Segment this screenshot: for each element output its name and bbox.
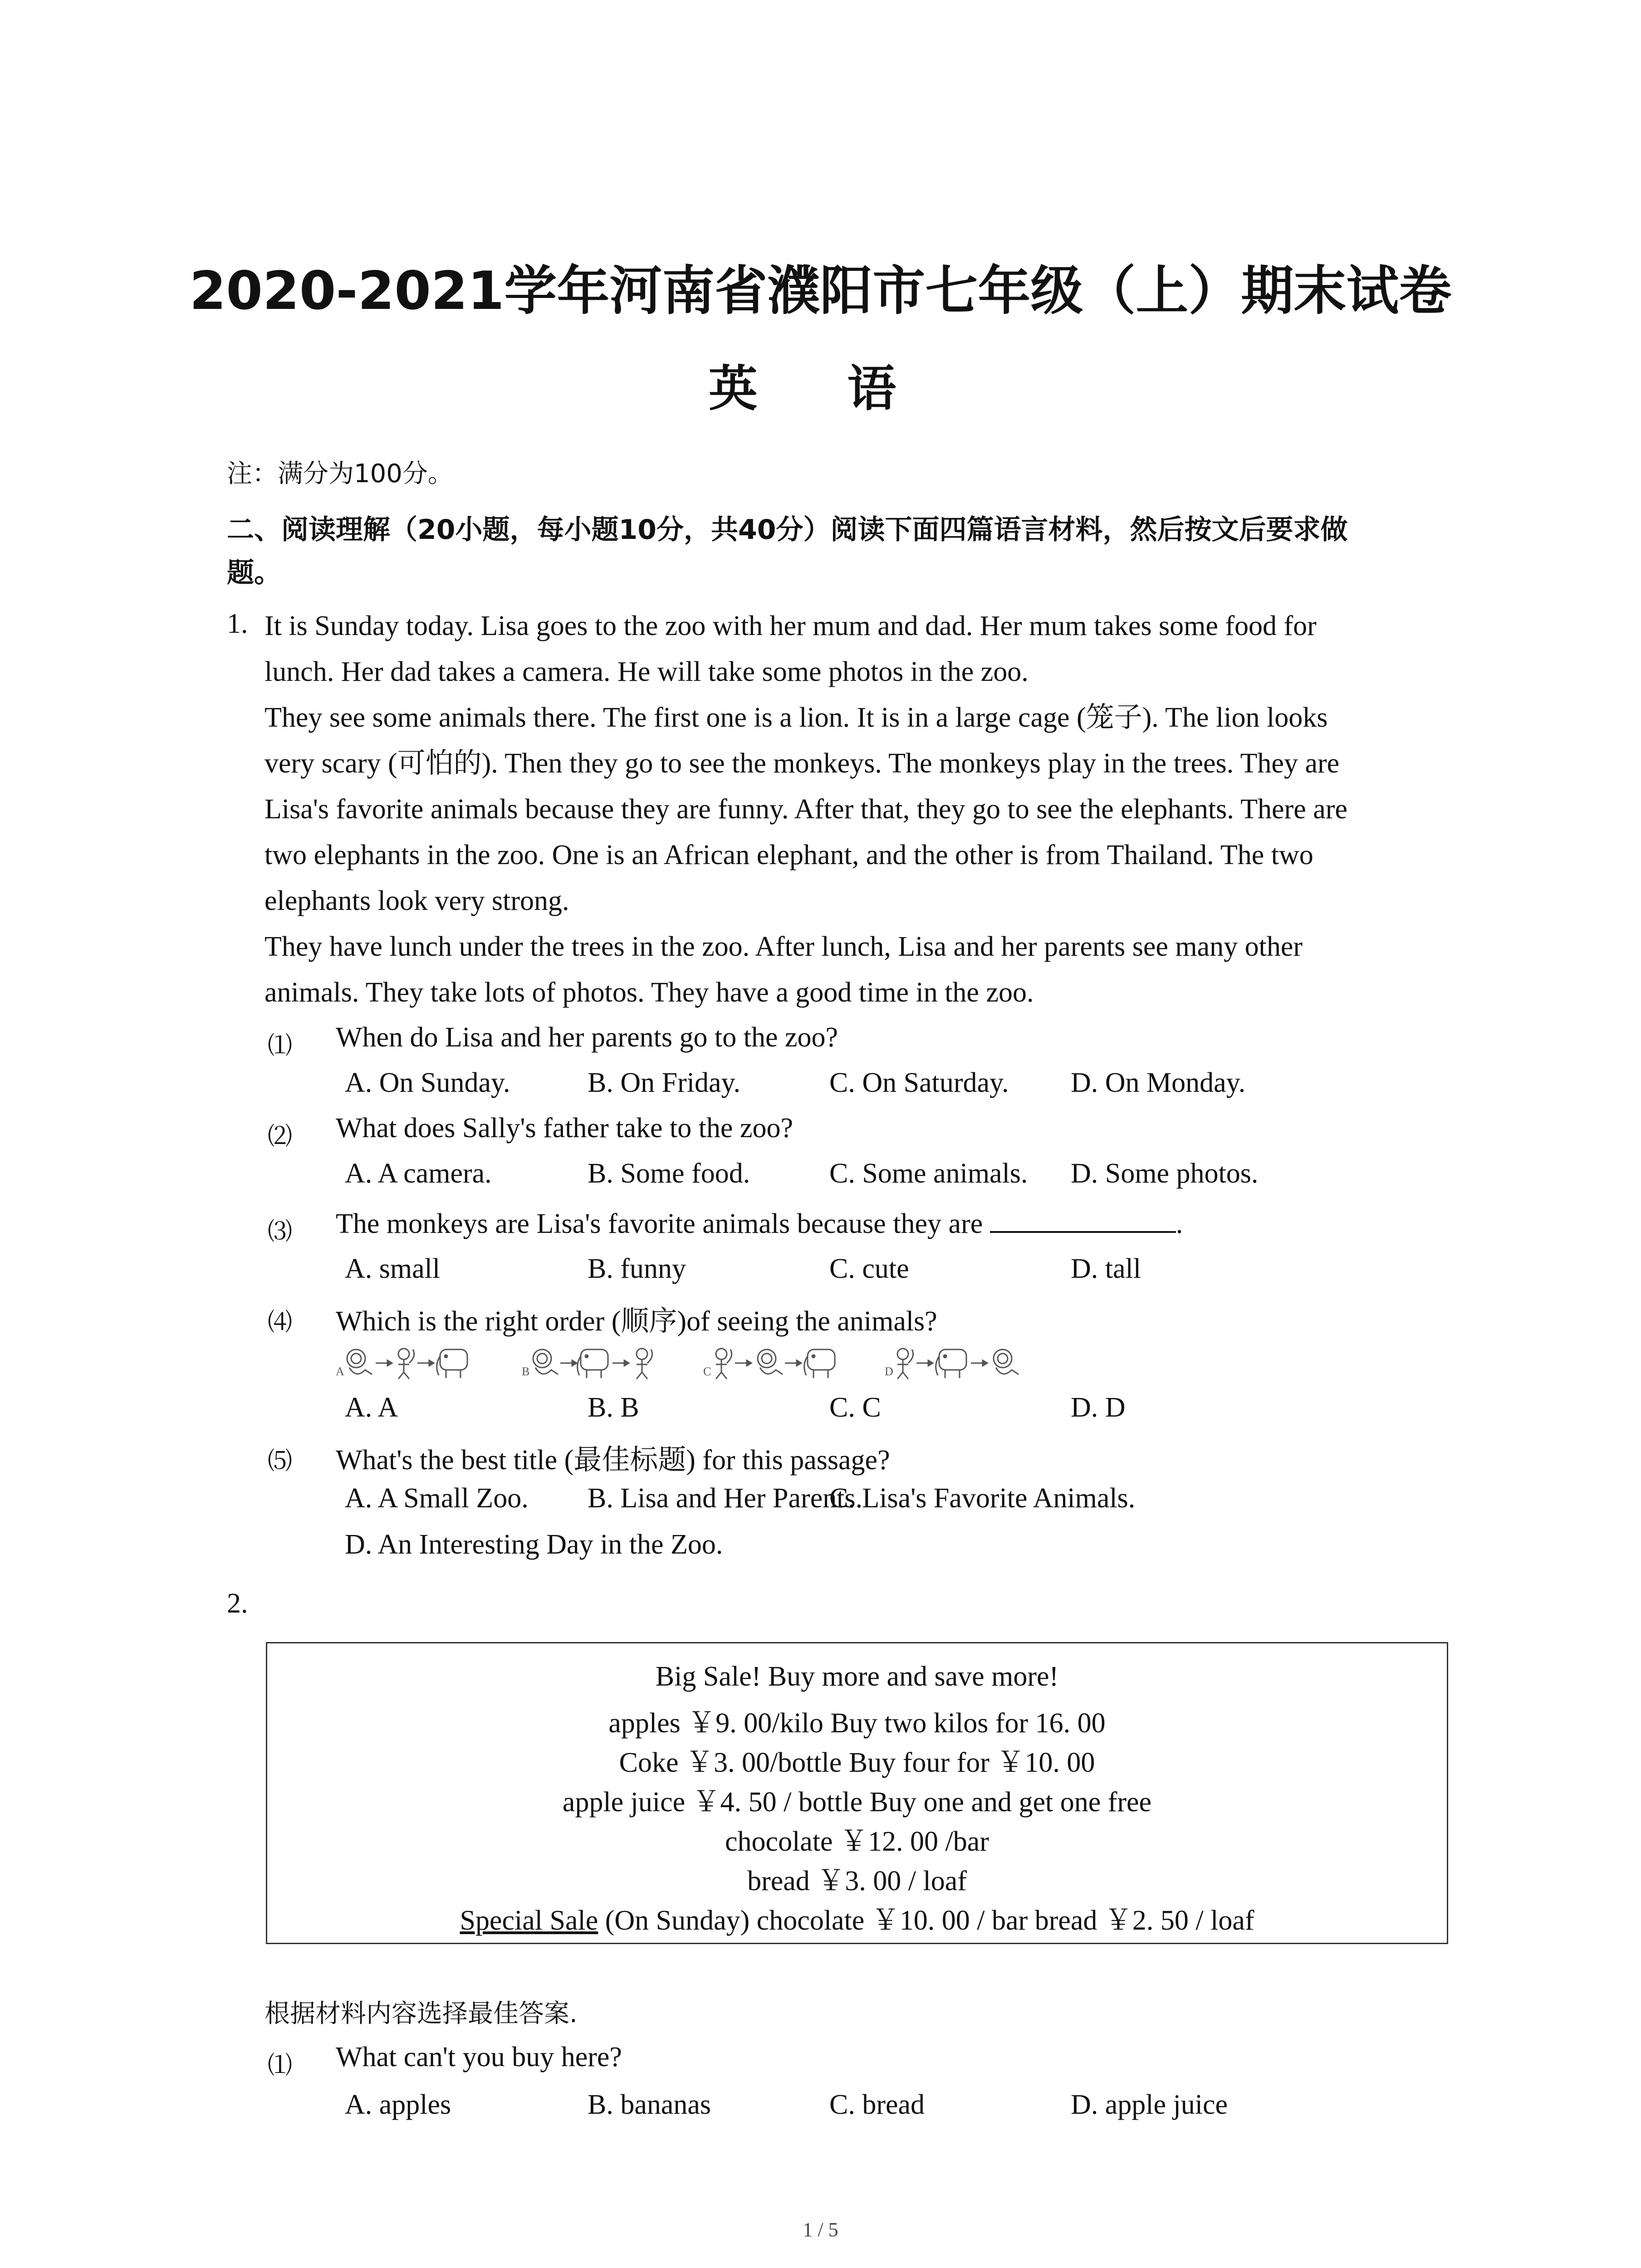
exam-title: 2020-2021学年河南省濮阳市七年级（上）期末试卷 bbox=[189, 260, 1452, 322]
passage-line: They see some animals there. The first one is a lion. It is in a large cage (笼子). The lion looks bbox=[265, 702, 1328, 733]
option-c[interactable]: C. cute bbox=[829, 1253, 909, 1284]
option-d[interactable]: D. apple juice bbox=[1071, 2089, 1228, 2120]
option-b[interactable]: B. Lisa and Her Parents. bbox=[588, 1483, 863, 1514]
question-2-number: 2. bbox=[227, 1588, 248, 1619]
subq-number: ⑵ bbox=[268, 1122, 292, 1150]
section-heading-cont: 题。 bbox=[227, 557, 281, 589]
option-c[interactable]: C. Some animals. bbox=[829, 1158, 1028, 1189]
sale-bread: bread ￥3. 00 / loaf bbox=[747, 1866, 967, 1897]
image-label-b: B bbox=[522, 1365, 530, 1378]
passage-line: animals. They take lots of photos. They have a good time in the zoo. bbox=[265, 977, 1034, 1008]
subq-number: ⑶ bbox=[268, 1217, 292, 1246]
option-a[interactable]: A. small bbox=[345, 1253, 441, 1284]
option-d[interactable]: D. On Monday. bbox=[1071, 1067, 1246, 1098]
passage-line: Lisa's favorite animals because they are funny. After that, they go to see the elephants. There are bbox=[265, 794, 1347, 825]
sale-notice-box bbox=[266, 1642, 1448, 1944]
subq-end: . bbox=[1176, 1208, 1183, 1239]
passage-line: It is Sunday today. Lisa goes to the zoo with her mum and dad. Her mum takes some food for bbox=[265, 611, 1317, 641]
sale-headline: Big Sale! Buy more and save more! bbox=[655, 1661, 1059, 1692]
subq-number: ⑴ bbox=[268, 1031, 292, 1060]
option-b[interactable]: B. On Friday. bbox=[588, 1067, 740, 1098]
passage-line: very scary (可怕的). Then they go to see the monkeys. The monkeys play in the trees. They are bbox=[265, 748, 1340, 779]
option-b[interactable]: B. funny bbox=[588, 1253, 686, 1284]
option-c[interactable]: C. Lisa's Favorite Animals. bbox=[829, 1483, 1136, 1514]
option-c[interactable]: C. On Saturday. bbox=[829, 1067, 1009, 1098]
subq-text: What does Sally's father take to the zoo? bbox=[336, 1113, 793, 1144]
q2-instruction: 根据材料内容选择最佳答案. bbox=[265, 1999, 578, 2028]
q1-passage bbox=[265, 603, 1467, 1016]
answer-blank[interactable] bbox=[990, 1207, 1176, 1233]
sale-coke: Coke ￥3. 00/bottle Buy four for ￥10. 00 bbox=[619, 1747, 1095, 1778]
question-1-number: 1. bbox=[227, 608, 248, 639]
sale-apples: apples ￥9. 00/kilo Buy two kilos for 16. 00 bbox=[608, 1708, 1106, 1739]
subject-title: 英 语 bbox=[708, 361, 933, 417]
passage-line: lunch. Her dad takes a camera. He will take some photos in the zoo. bbox=[265, 656, 1029, 687]
option-d[interactable]: D. An Interesting Day in the Zoo. bbox=[345, 1529, 723, 1560]
option-b[interactable]: B. Some food. bbox=[588, 1158, 750, 1189]
image-label-a: A bbox=[336, 1365, 344, 1378]
passage-line: two elephants in the zoo. One is an African elephant, and the other is from Thailand. The two bbox=[265, 840, 1313, 870]
option-d[interactable]: D. Some photos. bbox=[1071, 1158, 1259, 1189]
image-label-c: C bbox=[703, 1365, 711, 1378]
option-a[interactable]: A. A camera. bbox=[345, 1158, 492, 1189]
subq-number: ⑷ bbox=[268, 1308, 292, 1336]
subq-text: What's the best title (最佳标题) for this passage? bbox=[336, 1445, 890, 1476]
option-a[interactable]: A. apples bbox=[345, 2089, 451, 2120]
option-a[interactable]: A. A bbox=[345, 1392, 398, 1423]
special-sale-label: Special Sale bbox=[460, 1905, 598, 1936]
subq-text: When do Lisa and her parents go to the zoo? bbox=[336, 1022, 838, 1053]
sale-chocolate: chocolate ￥12. 00 /bar bbox=[725, 1826, 989, 1857]
subq-text: The monkeys are Lisa's favorite animals because they are bbox=[336, 1208, 983, 1239]
passage-line: elephants look very strong. bbox=[265, 885, 569, 916]
option-d[interactable]: D. D bbox=[1071, 1392, 1126, 1423]
section-heading: 二、阅读理解（20小题，每小题10分，共40分）阅读下面四篇语言材料，然后按文后要求做 bbox=[227, 514, 1348, 546]
animal-order-image bbox=[336, 1343, 1062, 1383]
subq-text-with-blank bbox=[336, 1207, 1183, 1240]
option-a[interactable]: A. On Sunday. bbox=[345, 1067, 510, 1098]
special-sale-details: (On Sunday) chocolate ￥10. 00 / bar bread ￥2. 50 / loaf bbox=[598, 1905, 1254, 1936]
option-a[interactable]: A. A Small Zoo. bbox=[345, 1483, 529, 1514]
subq-text: Which is the right order (顺序)of seeing the animals? bbox=[336, 1306, 937, 1337]
option-b[interactable]: B. bananas bbox=[588, 2089, 711, 2120]
score-note: 注：满分为100分。 bbox=[227, 459, 453, 489]
option-b[interactable]: B. B bbox=[588, 1392, 639, 1423]
option-d[interactable]: D. tall bbox=[1071, 1253, 1141, 1284]
option-c[interactable]: C. bread bbox=[829, 2089, 925, 2120]
subq-number: ⑸ bbox=[268, 1447, 292, 1475]
option-c[interactable]: C. C bbox=[829, 1392, 881, 1423]
image-label-d: D bbox=[885, 1365, 893, 1378]
special-sale-line bbox=[267, 1897, 1447, 1938]
passage-line: They have lunch under the trees in the zoo. After lunch, Lisa and her parents see many other bbox=[265, 931, 1303, 962]
page-number: 1 / 5 bbox=[803, 2219, 838, 2241]
subq-text: What can't you buy here? bbox=[336, 2042, 622, 2072]
sale-apple-juice: apple juice ￥4. 50 / bottle Buy one and get one free bbox=[562, 1787, 1152, 1818]
subq-number: ⑴ bbox=[268, 2051, 292, 2079]
